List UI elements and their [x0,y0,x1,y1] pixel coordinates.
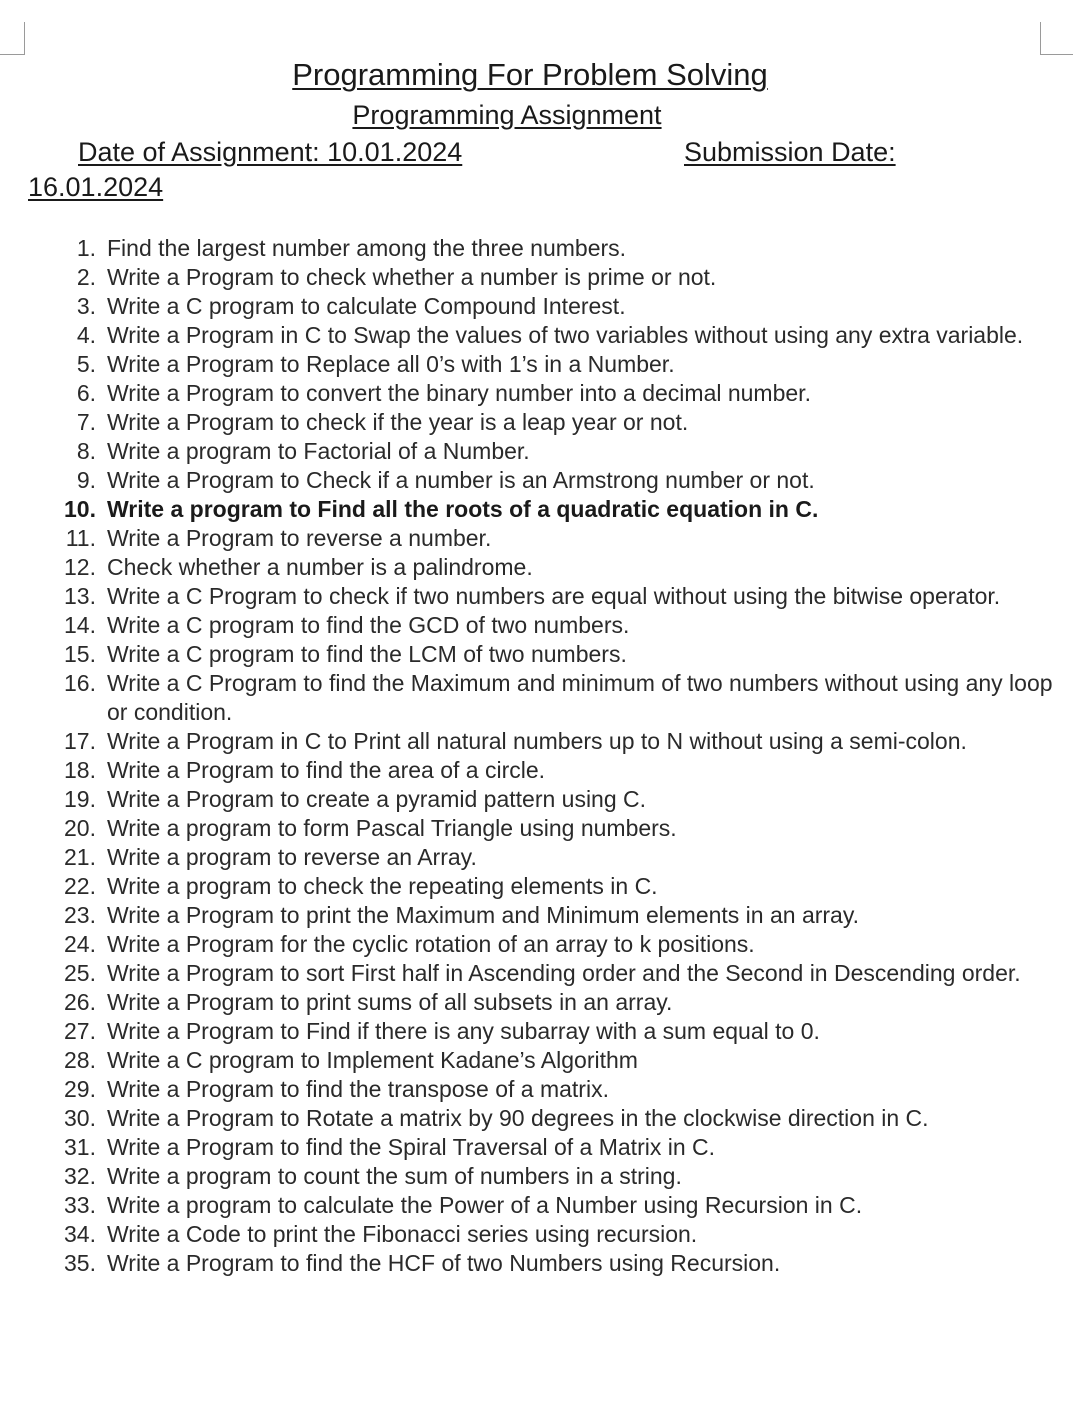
task-number: 17. [64,728,96,754]
task-item [0,930,1080,959]
task-item [0,1191,1080,1220]
task-text: Write a Program to find the Spiral Traversal of a Matrix in C. [107,1134,716,1160]
task-item [0,1220,1080,1249]
task-item [0,1133,1080,1162]
task-item [0,1162,1080,1191]
task-number: 31. [64,1134,96,1160]
task-number: 9. [76,467,96,493]
task-text: Write a Program to find the area of a circle. [107,757,546,783]
task-number: 6. [76,380,96,406]
task-item [0,582,1080,611]
task-item [0,669,1080,727]
task-number: 12. [64,554,96,580]
task-item [0,379,1080,408]
task-item [0,234,1080,263]
task-text: Write a Program to Rotate a matrix by 90 degrees in the clockwise direction in C. [107,1105,929,1131]
task-text: Write a program to count the sum of numbers in a string. [107,1163,682,1189]
task-number: 34. [64,1221,96,1247]
task-text: Write a Program to Check if a number is an Armstrong number or not. [107,467,815,493]
task-item [0,843,1080,872]
task-number: 21. [64,844,96,870]
task-item [0,959,1080,988]
task-text: Write a program to calculate the Power of a Number using Recursion in C. [107,1192,863,1218]
submission-date-value: 16.01.2024 [28,172,164,202]
task-number: 2. [76,264,96,290]
task-item [0,785,1080,814]
task-item [0,292,1080,321]
task-number: 15. [64,641,96,667]
task-item [0,350,1080,379]
task-item [0,524,1080,553]
document-subtitle: Programming Assignment [352,100,662,130]
task-text: Write a Program to check whether a number is prime or not. [107,264,717,290]
task-item [0,1249,1080,1278]
task-item [0,814,1080,843]
task-text: Write a Program to Replace all 0’s with 1’s in a Number. [107,351,675,377]
document-title: Programming For Problem Solving [292,57,768,92]
task-item [0,437,1080,466]
task-item [0,872,1080,901]
task-number: 28. [64,1047,96,1073]
task-text: Write a C program to calculate Compound Interest. [107,293,626,319]
task-item [0,553,1080,582]
task-number: 14. [64,612,96,638]
task-item [0,1017,1080,1046]
task-text: Write a Code to print the Fibonacci series using recursion. [107,1221,698,1247]
task-text: Write a Program for the cyclic rotation of an array to k positions. [107,931,755,957]
task-item-highlighted [0,495,1080,524]
task-text: Write a Program to Find if there is any subarray with a sum equal to 0. [107,1018,820,1044]
task-number: 10. [64,496,96,522]
task-number: 30. [64,1105,96,1131]
submission-date-label: Submission Date: [684,137,896,167]
task-text: Write a Program to print the Maximum and Minimum elements in an array. [107,902,860,928]
task-item [0,756,1080,785]
task-text: Write a C program to Implement Kadane’s Algorithm [107,1047,638,1073]
task-number: 33. [64,1192,96,1218]
task-item [0,1075,1080,1104]
task-item [0,1046,1080,1075]
task-number: 8. [76,438,96,464]
task-text: Write a Program to reverse a number. [107,525,492,551]
task-item [0,901,1080,930]
task-item [0,727,1080,756]
task-number: 32. [64,1163,96,1189]
task-number: 22. [64,873,96,899]
task-item [0,263,1080,292]
task-item [0,640,1080,669]
task-item [0,466,1080,495]
task-item [0,408,1080,437]
page-corner-mark-top-left [0,22,25,55]
task-number: 13. [64,583,96,609]
task-text: Write a Program to sort First half in Ascending order and the Second in Descending order. [107,960,1021,986]
task-item [0,321,1080,350]
task-number: 18. [64,757,96,783]
task-text: Write a program to reverse an Array. [107,844,477,870]
task-text: Write a Program to check if the year is a leap year or not. [107,409,689,435]
task-text: Write a program to Find all the roots of a quadratic equation in C. [107,496,819,522]
task-number: 27. [64,1018,96,1044]
task-text: Write a Program to find the HCF of two Numbers using Recursion. [107,1250,781,1276]
task-text: Write a Program to convert the binary number into a decimal number. [107,380,811,406]
task-number: 4. [76,322,96,348]
task-text: Write a Program in C to Swap the values of two variables without using any extra variable. [107,322,1024,348]
task-number: 5. [76,351,96,377]
task-text: Write a Program in C to Print all natural numbers up to N without using a semi-colon. [107,728,967,754]
task-number: 19. [64,786,96,812]
task-number: 20. [64,815,96,841]
task-number: 35. [64,1250,96,1276]
task-text: Write a C program to find the GCD of two numbers. [107,612,630,638]
task-text: Write a C Program to find the Maximum and minimum of two numbers without using any loop or condition. [107,670,1053,725]
task-text: Find the largest number among the three numbers. [107,235,627,261]
task-item [0,988,1080,1017]
task-text: Write a C Program to check if two numbers are equal without using the bitwise operator. [107,583,1001,609]
task-number: 3. [76,293,96,319]
assignment-date: Date of Assignment: 10.01.2024 [78,137,463,167]
task-number: 26. [64,989,96,1015]
task-number: 11. [65,525,96,551]
task-number: 16. [64,670,96,696]
page-corner-mark-top-right [1040,22,1073,55]
task-text: Write a program to Factorial of a Number. [107,438,530,464]
task-number: 7. [76,409,96,435]
task-number: 24. [64,931,96,957]
task-number: 25. [64,960,96,986]
task-number: 1. [76,235,96,261]
task-item [0,611,1080,640]
task-text: Write a C program to find the LCM of two numbers. [107,641,627,667]
task-list [0,234,1080,1278]
task-text: Write a program to form Pascal Triangle using numbers. [107,815,677,841]
task-text: Write a Program to print sums of all subsets in an array. [107,989,673,1015]
task-text: Write a program to check the repeating elements in C. [107,873,658,899]
task-number: 29. [64,1076,96,1102]
task-text: Check whether a number is a palindrome. [107,554,533,580]
task-text: Write a Program to find the transpose of a matrix. [107,1076,609,1102]
task-number: 23. [64,902,96,928]
task-item [0,1104,1080,1133]
task-text: Write a Program to create a pyramid pattern using C. [107,786,647,812]
